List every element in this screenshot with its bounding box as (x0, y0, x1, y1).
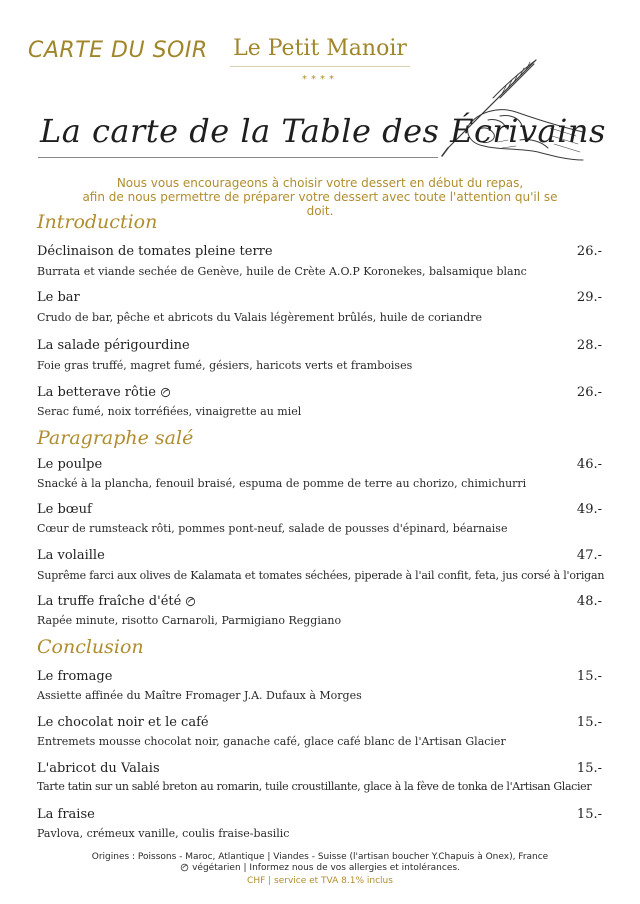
dish-description: Serac fumé, noix torréfiées, vinaigrette au miel (37, 405, 302, 418)
dish-price: 26.- (576, 244, 602, 259)
dish-name: Déclinaison de tomates pleine terre (37, 244, 273, 259)
dish-price: 15.- (576, 715, 602, 730)
dish-name: Le fromage (37, 669, 113, 684)
dish-description: Snacké à la plancha, fenouil braisé, espuma de pomme de terre au chorizo, chimichurri (37, 477, 527, 490)
dish-price: 15.- (576, 761, 602, 776)
intro-line-2: afin de nous permettre de préparer votre dessert avec toute l'attention qu'il se doit. (82, 190, 558, 218)
dish-name: Le poulpe (37, 457, 103, 472)
restaurant-name: Le Petit Manoir (233, 36, 407, 61)
dish-price: 28.- (576, 338, 602, 353)
dish-price: 48.- (576, 594, 602, 609)
dish-price: 49.- (576, 502, 602, 517)
dish-description: Pavlova, crémeux vanille, coulis fraise-basilic (37, 827, 290, 840)
dish-description: Rapée minute, risotto Carnaroli, Parmigiano Reggiano (37, 614, 342, 627)
dish-name: La fraise (37, 807, 95, 822)
dish-name: Le bar (37, 290, 80, 305)
vegetarian-icon (180, 863, 189, 872)
dish-name: Le bœuf (37, 502, 92, 517)
dish-name: La volaille (37, 548, 105, 563)
dish-name: La salade périgourdine (37, 338, 190, 353)
dish-price: 29.- (576, 290, 602, 305)
dish-description: Tarte tatin sur un sablé breton au romarin, tuile croustillante, glace à la fève de tonka de l'Artisan Glacier (37, 780, 592, 793)
page-title: La carte de la Table des Écrivains (40, 112, 606, 150)
dish-description: Crudo de bar, pêche et abricots du Valais légèrement brûlés, huile de coriandre (37, 311, 483, 324)
title-underline (38, 157, 438, 158)
footer-allergies (0, 863, 640, 874)
vegetarian-icon (185, 596, 196, 607)
footer-allergies-text: végétarien | Informez nous de vos allergies et intolérances. (192, 863, 460, 873)
dish-description: Burrata et viande sechée de Genève, huile de Crète A.O.P Koronekes, balsamique blanc (37, 265, 527, 278)
footer-origins: Origines : Poissons - Maroc, Atlantique | Viandes - Suisse (l'artisan boucher Y.Chapuis à Onex), France (91, 852, 549, 862)
dish-price: 15.- (576, 807, 602, 822)
brand-divider (230, 66, 410, 67)
menu-type-label: CARTE DU SOIR (28, 38, 208, 63)
dish-description: Cœur de rumsteack rôti, pommes pont-neuf, salade de pousses d'épinard, béarnaise (37, 522, 508, 535)
intro-line-1: Nous vous encourageons à choisir votre dessert en début du repas, (116, 176, 524, 190)
dish-name-vegetarian (37, 385, 171, 400)
dish-description: Assiette affinée du Maître Fromager J.A. Dufaux à Morges (37, 689, 362, 702)
dish-name-text: La truffe fraîche d'été (37, 594, 182, 609)
vegetarian-icon (160, 387, 171, 398)
dish-price: 46.- (576, 457, 602, 472)
star-rating: **** (302, 74, 338, 85)
footer-currency: CHF | service et TVA 8.1% inclus (247, 876, 393, 886)
dish-name-text: La betterave rôtie (37, 385, 156, 400)
dish-price: 47.- (576, 548, 602, 563)
dish-name-vegetarian (37, 594, 196, 609)
dish-description: Entremets mousse chocolat noir, ganache café, glace café blanc de l'Artisan Glacier (37, 735, 506, 748)
section-title-introduction: Introduction (37, 211, 158, 233)
section-title-paragraphe-sale: Paragraphe salé (37, 427, 194, 449)
dish-description: Suprême farci aux olives de Kalamata et tomates séchées, piperade à l'ail confit, feta, jus corsé à l'origan (37, 569, 605, 582)
dish-name: Le chocolat noir et le café (37, 715, 209, 730)
section-title-conclusion: Conclusion (37, 636, 144, 658)
dish-price: 26.- (576, 385, 602, 400)
dish-price: 15.- (576, 669, 602, 684)
dish-name: L'abricot du Valais (37, 761, 160, 776)
dish-description: Foie gras truffé, magret fumé, gésiers, haricots verts et framboises (37, 359, 413, 372)
